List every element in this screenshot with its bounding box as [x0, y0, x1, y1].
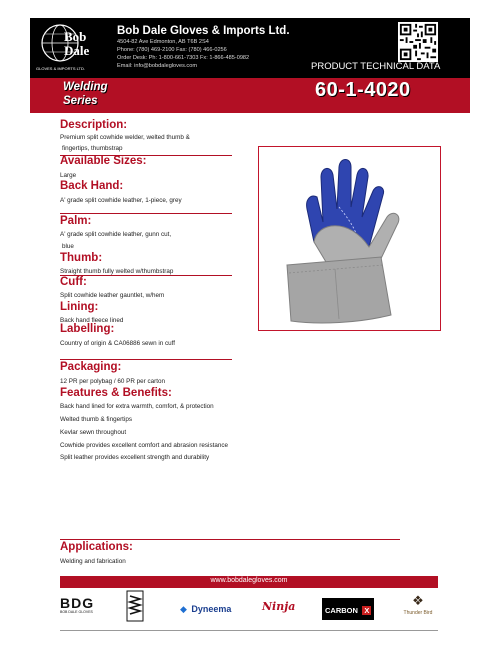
- address-line: 4504-82 Ave Edmonton, AB T6B 2S4: [117, 39, 209, 45]
- qr-code[interactable]: [398, 22, 438, 62]
- labelling-value: Country of origin & CA06886 sewn in cuff: [60, 340, 176, 347]
- product-technical-data-label: PRODUCT TECHNICAL DATA: [311, 61, 441, 72]
- sizes-value: Large: [60, 172, 77, 179]
- thumb-heading: Thumb:: [60, 252, 103, 264]
- bdg-logo-text: BDG: [60, 595, 95, 611]
- phone-line: Phone: (780) 469-2100 Fax: (780) 466-0256: [117, 47, 227, 53]
- lining-heading: Lining:: [60, 301, 99, 313]
- ninja-logo: [262, 597, 295, 615]
- feature-item: Kevlar sewn throughout: [60, 429, 127, 436]
- back-hand-heading: Back Hand:: [60, 180, 124, 192]
- dyneema-logo-text: Dyneema: [191, 604, 232, 614]
- footer-divider: [60, 630, 438, 631]
- order-desk-line: Order Desk: Ph: 1-800-661-7303 Fx: 1-866-485-0982: [117, 55, 250, 61]
- applications-value: Welding and fabrication: [60, 558, 126, 565]
- cuff-value: Split cowhide leather gauntlet, w/hem: [60, 292, 165, 299]
- thunderbird-icon: ❖: [412, 593, 424, 608]
- sizes-heading: Available Sizes:: [60, 155, 147, 167]
- product-code: 60-1-4020: [315, 79, 411, 101]
- dyneema-logo: [180, 599, 231, 617]
- bdg-logo-caption: BOB DALE GLOVES: [60, 610, 93, 614]
- carbon-x-logo-text: CARBON: [325, 606, 358, 615]
- feature-item: Back hand lined for extra warmth, comfort, & protection: [60, 403, 214, 410]
- section-divider: [60, 359, 232, 360]
- labelling-heading: Labelling:: [60, 323, 115, 335]
- feature-item: Split leather provides excellent strength and durability: [60, 454, 210, 461]
- bdg-logo: [60, 596, 96, 616]
- cuff-heading: Cuff:: [60, 276, 87, 288]
- section-divider: [60, 539, 400, 540]
- description-line: Premium split cowhide welder, welted thumb &: [60, 134, 190, 141]
- palm-heading: Palm:: [60, 215, 92, 227]
- features-heading: Features & Benefits:: [60, 387, 172, 399]
- thunderbird-logo: [398, 592, 438, 616]
- lining-value: Back hand fleece lined: [60, 317, 124, 324]
- feature-item: Cowhide provides excellent comfort and abrasion resistance: [60, 442, 229, 449]
- logo-word-top: Bob: [64, 29, 87, 44]
- packaging-value: 12 PR per polybag / 60 PR per carton: [60, 378, 166, 385]
- carbon-x-logo-mark: X: [364, 606, 370, 615]
- applications-heading: Applications:: [60, 541, 133, 553]
- logo-caption: GLOVES & IMPORTS LTD.: [36, 66, 85, 71]
- company-name: Bob Dale Gloves & Imports Ltd.: [117, 25, 290, 37]
- feature-item: Welted thumb & fingertips: [60, 416, 132, 423]
- palm-value: A' grade split cowhide leather, gunn cut,: [60, 231, 172, 238]
- email-line: Email: info@bobdalegloves.com: [117, 63, 197, 69]
- welding-glove-image: [259, 147, 440, 330]
- series-label-line2: Series: [63, 95, 98, 107]
- ninja-logo-text: Ninja: [262, 600, 296, 613]
- description-heading: Description:: [60, 119, 128, 131]
- description-line: fingertips, thumbstrap: [62, 145, 123, 152]
- logo-word-bottom: Dale: [64, 43, 90, 58]
- company-logo: [34, 20, 104, 75]
- palm-value: blue: [62, 243, 74, 250]
- thumb-value: Straight thumb fully welted w/thumbstrap: [60, 268, 174, 275]
- carbon-x-logo: [322, 598, 374, 620]
- diamond-icon: ◆: [180, 604, 187, 614]
- series-label-line1: Welding: [63, 81, 108, 93]
- packaging-heading: Packaging:: [60, 361, 122, 373]
- product-image-frame: [258, 146, 441, 331]
- back-hand-value: A' grade split cowhide leather, 1-piece, grey: [60, 197, 182, 204]
- section-divider: [60, 213, 232, 214]
- thunderbird-logo-text: Thunder Bird: [403, 610, 433, 616]
- kevlar-tag-icon: [126, 590, 144, 622]
- website-link[interactable]: www.bobdalegloves.com: [210, 577, 288, 584]
